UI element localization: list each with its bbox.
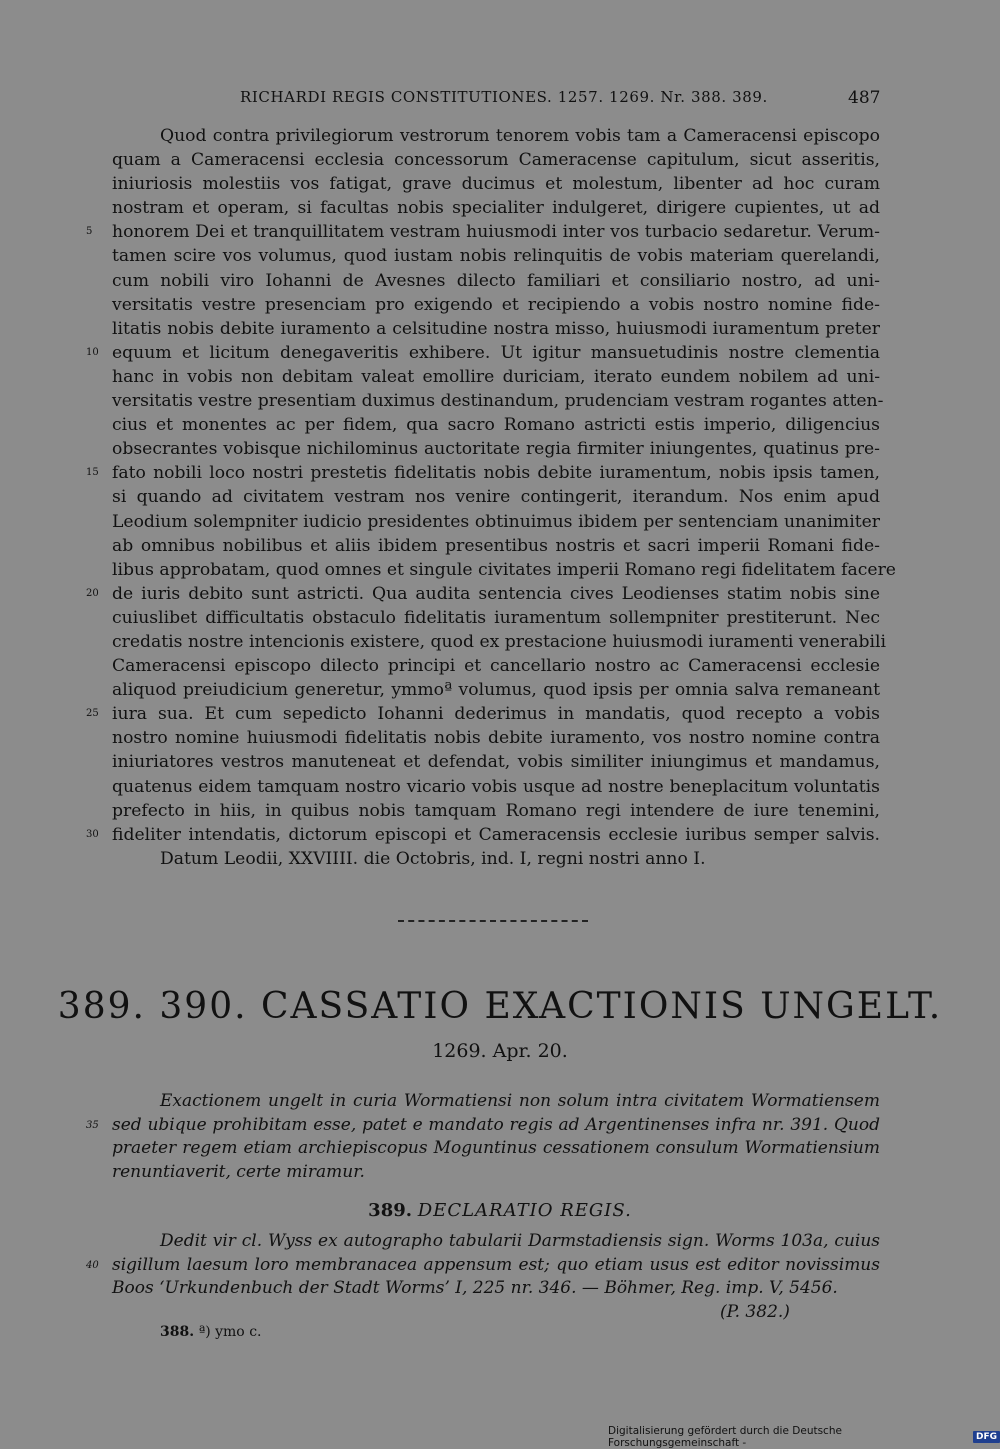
text-line	[86, 461, 880, 485]
text-line: Leodium solempniter iudicio presidentes obtinuimus ibidem per sentenciam unanimiter	[112, 511, 880, 532]
footnote-text: ª) ymo c.	[198, 1324, 262, 1340]
dating-clause: Datum Leodii, XXVIIII. die Octobris, ind. I, regni nostri anno I.	[160, 848, 706, 869]
text-line	[86, 341, 880, 365]
document-title: DECLARATIO REGIS.	[417, 1200, 632, 1221]
line-number: 15	[86, 467, 99, 479]
intro-line: Exactionem ungelt in curia Wormatiensi non solum intra civitatem Wormatiensem	[160, 1091, 880, 1111]
text-line: cius et monentes ac per fidem, qua sacro Romano astricti estis imperio, diligencius	[112, 415, 880, 436]
text-line: Quod contra privilegiorum vestrorum tenorem vobis tam a Cameracensi episcopo	[160, 126, 880, 146]
section-title: 389. 390. CASSATIO EXACTIONIS UNGELT.	[57, 986, 943, 1027]
credit-text: Digitalisierung gefördert durch die Deutsche Forschungsgemeinschaft -	[608, 1424, 842, 1449]
text-line	[86, 823, 880, 847]
document-heading	[0, 1200, 1000, 1221]
footnote	[160, 1324, 261, 1340]
line-number: 10	[86, 346, 99, 358]
reference-mark: (P. 382.)	[720, 1302, 790, 1322]
text-line: iniuriatores vestros manuteneat et defendat, vobis similiter iniungimus et mandamus,	[112, 752, 880, 773]
text-line: iniuriosis molestiis vos fatigat, grave ducimus et molestum, libenter ad hoc curam	[112, 174, 880, 195]
intro-line: praeter regem etiam archiepiscopus Moguntinus cessationem consulum Wormatiensium	[112, 1138, 880, 1158]
text-line: libus approbatam, quod omnes et singule civitates imperii Romano regi fidelitatem facere	[112, 559, 896, 580]
line-number: 25	[86, 708, 99, 720]
text-line: quam a Cameracensi ecclesia concessorum Cameracense capitulum, sicut asseritis,	[112, 150, 880, 171]
line-number: 35	[86, 1119, 99, 1131]
intro-line	[86, 1114, 880, 1138]
text-line: hanc in vobis non debitam valeat emollire duriciam, iterato eundem nobilem ad uni-	[112, 366, 880, 387]
text-line: quatenus eidem tamquam nostro vicario vobis usque ad nostre beneplacitum voluntatis	[112, 776, 880, 797]
text-line: aliquod preiudicium generetur, ymmoª volumus, quod ipsis per omnia salva remaneant	[112, 680, 880, 701]
running-head: RICHARDI REGIS CONSTITUTIONES. 1257. 1269. Nr. 388. 389.	[240, 88, 768, 106]
intro-line-content: sed ubique prohibitam esse, patet e mandato regis ad Argentinenses infra nr. 391. Quod	[112, 1114, 880, 1135]
text-line-content: fato nobili loco nostri prestetis fidelitatis nobis debite iuramentum, nobis ipsis tamen,	[112, 463, 880, 484]
text-line: nostram et operam, si facultas nobis specialiter indulgeret, dirigere cupientes, ut ad	[112, 198, 880, 219]
text-line: cum nobili viro Iohanni de Avesnes dilecto familiari et consiliario nostro, ad uni-	[112, 270, 880, 291]
text-line: cuiuslibet difficultatis obstaculo fidelitatis iuramentum sollempniter prestiterunt. Nec	[112, 607, 880, 628]
text-line: litatis nobis debite iuramento a celsitudine nostra misso, huiusmodi iuramentum preter	[112, 318, 880, 339]
text-line	[86, 702, 880, 726]
charter-text	[86, 124, 896, 871]
intro-line: renuntiaverit, certe miramur.	[112, 1161, 365, 1182]
source-line: Boos ‘Urkundenbuch der Stadt Worms’ I, 225 nr. 346. — Böhmer, Reg. imp. V, 5456.	[112, 1278, 838, 1298]
line-number: 5	[86, 226, 93, 238]
digitization-credit	[608, 1424, 1000, 1449]
section-date: 1269. Apr. 20.	[432, 1040, 568, 1062]
line-number: 30	[86, 828, 99, 840]
text-line-content: fideliter intendatis, dictorum episcopi et Cameracensis ecclesie iuribus semper salvis.	[112, 824, 880, 845]
text-line	[86, 582, 880, 606]
text-line-content: honorem Dei et tranquillitatem vestram huiusmodi inter vos turbacio sedaretur. Verum-	[112, 222, 880, 243]
source-line	[86, 1254, 880, 1278]
source-line: Dedit vir cl. Wyss ex autographo tabularii Darmstadiensis sign. Worms 103a, cuius	[160, 1231, 880, 1251]
text-line: prefecto in hiis, in quibus nobis tamquam Romano regi intendere de iure tenemini,	[112, 800, 880, 821]
text-line: Cameracensi episcopo dilecto principi et cancellario nostro ac Cameracensi ecclesie	[112, 656, 880, 677]
text-line: versitatis vestre presentiam duximus destinandum, prudenciam vestram rogantes atten-	[112, 391, 884, 412]
text-line: tamen scire vos volumus, quod iustam nobis relinquitis de vobis materiam querelandi,	[112, 246, 880, 267]
editorial-introduction	[86, 1090, 880, 1184]
text-line: nostro nomine huiusmodi fidelitatis nobis debite iuramento, vos nostro nomine contra	[112, 728, 880, 749]
dfg-logo: DFG	[973, 1431, 1000, 1443]
text-line: versitatis vestre presenciam pro exigendo et recipiendo a vobis nostro nomine fide-	[112, 294, 880, 315]
text-line: si quando ad civitatem vestram nos venire contingerit, iterandum. Nos enim apud	[112, 487, 880, 508]
document-number: 389.	[368, 1200, 413, 1221]
page-number: 487	[848, 88, 881, 108]
text-line-content: de iuris debito sunt astricti. Qua audita sentencia cives Leodienses statim nobis sine	[112, 583, 880, 604]
source-note	[86, 1230, 880, 1301]
footnote-number: 388.	[160, 1324, 195, 1340]
text-line-content: equum et licitum denegaveritis exhibere. Ut igitur mansuetudinis nostre clementia	[112, 342, 880, 363]
text-line: obsecrantes vobisque nichilominus auctoritate regia firmiter iniungentes, quatinus pre-	[112, 439, 880, 460]
line-number: 40	[86, 1259, 99, 1271]
text-line-content: iura sua. Et cum sepedicto Iohanni dederimus in mandatis, quod recepto a vobis	[112, 704, 880, 725]
source-line-content: sigillum laesum loro membranacea appensum est; quo etiam usus est editor novissimus	[112, 1254, 880, 1275]
text-line	[86, 220, 880, 244]
line-number: 20	[86, 587, 99, 599]
text-line: ab omnibus nobilibus et aliis ibidem presentibus nostris et sacri imperii Romani fide-	[112, 535, 880, 556]
section-divider	[398, 920, 588, 924]
text-line: credatis nostre intencionis existere, quod ex prestacione huiusmodi iuramenti venerabili	[112, 631, 886, 652]
